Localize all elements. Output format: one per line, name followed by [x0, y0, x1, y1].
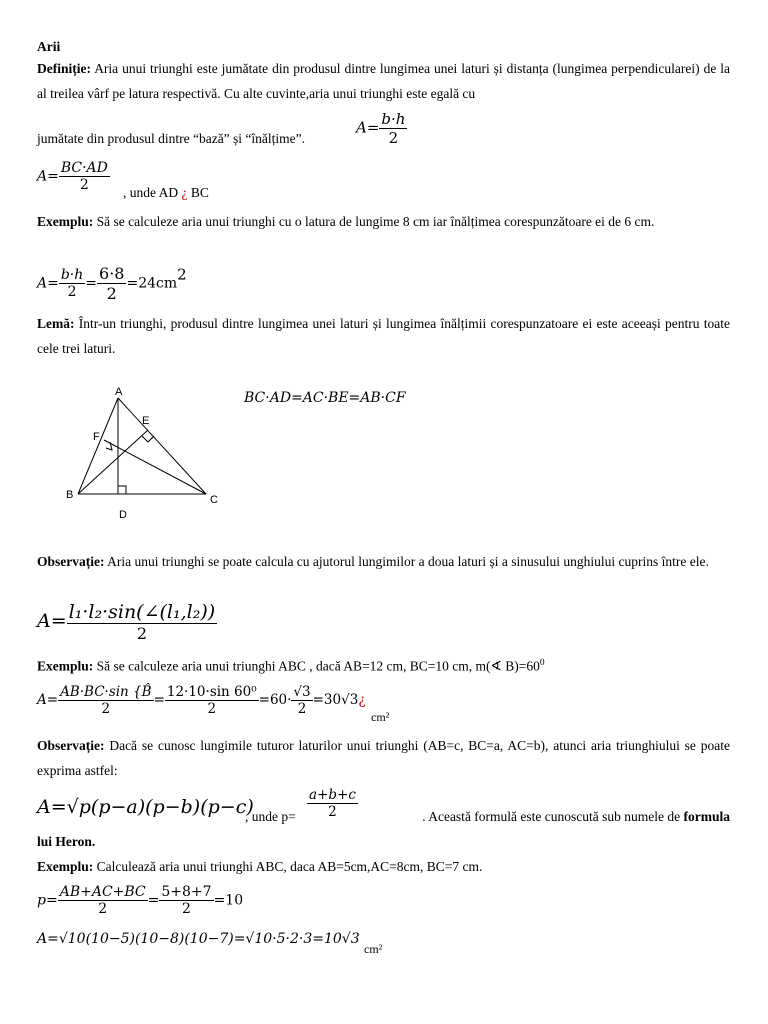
formula-area-bc-ad: A= $\frac{BC\cdot AD}{2}$ [37, 160, 108, 193]
formula-area-bh: A= $\frac{b\cdot h}{2}$ [356, 110, 406, 147]
page-title: Arii [37, 39, 61, 54]
heron-name: lui Heron. [37, 834, 96, 849]
label-c: C [210, 494, 218, 506]
definition-line2: jumătate din produsul dintre “bază” și “înălțime”. [37, 131, 306, 146]
example2-unit: cm² [371, 710, 390, 724]
formula-condition: , unde AD ¿ BC [123, 185, 209, 200]
example2-paragraph: Exemplu: Să se calculeze aria unui triunghi ABC , dacă AB=12 cm, BC=10 cm, m(∢ $B)=60^0$ [37, 658, 545, 674]
heron-text: . Această formulă este cunoscută sub numele de formula [422, 809, 730, 824]
label-d: D [119, 509, 127, 521]
lemma-formula: BC·AD=AC·BE=AB·CF [244, 390, 406, 406]
label-a: A [115, 386, 123, 398]
example1-paragraph: Exemplu: Să se calculeze aria unui triunghi cu o latura de lungime 8 cm iar înălțimea corespunzătoare ei de 6 cm. [37, 214, 655, 229]
formula-area-sin: A= $\frac{\text{l₁·l₂·sin(∠(l₁,l₂))}}{2}$ [37, 601, 216, 643]
definition-paragraph: Definiție: Aria unui triunghi este jumătate din produsul dintre lungimea unei laturi și distanța (lungimea perpendicularei) de la al treilea vârf pe latura respectivă. Cu alte cuvinte,aria unui triunghi este egală cu [37, 61, 730, 101]
right-angle-d [118, 486, 126, 494]
observation2-paragraph: Observație: Dacă se cunosc lungimile tuturor laturilor unui triunghi (AB=c, BC=a, AC=b), atunci aria triunghiului se poate exprima astfel: [37, 738, 730, 778]
heron-formula: A=√p(p−a)(p−b)(p−c) [37, 796, 254, 818]
definition-label: Definiție: [37, 61, 91, 76]
example1-formula: A= $\frac{b\cdot h}{2}$ = $\frac{6\cdot 8}{2}$ $=24cm^2$ [37, 264, 187, 303]
triangle-diagram [60, 382, 230, 522]
example3-unit: cm² [364, 942, 383, 956]
example2-formula: A= $\frac{AB\cdot BC\cdot\sin \{B̂}{2}$ = $\frac{\text{12·10·sin 60⁰}}{2}$ =60· $\frac{√3}{2}$ =30√3¿ [37, 684, 366, 717]
altitude-be [78, 430, 148, 494]
label-f: F [93, 431, 100, 443]
label-e: E [142, 415, 150, 427]
example3-p-formula: p= $\frac{AB+AC+BC}{2}$ = $\frac{5+8+7}{2}$ =10 [37, 884, 244, 917]
heron-p-fraction: $\frac{a+b+c}{2}$ [309, 787, 356, 820]
heron-condition: , unde p= [245, 809, 296, 824]
example3-area-formula: A=√10(10−5)(10−8)(10−7)=√10·5·2·3=10√3 [37, 931, 360, 947]
side-ab [78, 398, 118, 494]
observation1-paragraph: Observație: Aria unui triunghi se poate calcula cu ajutorul lungimilor a doua laturi și a sinusului unghiului cuprins între ele. [37, 554, 709, 569]
label-b: B [66, 489, 74, 501]
lemma-paragraph: Lemă: Într-un triunghi, produsul dintre lungimea unei laturi și lungimea înălțimii corespunzatoare ei este aceeași pentru toate cele trei laturi. [37, 316, 731, 356]
example3-paragraph: Exemplu: Calculează aria unui triunghi ABC, daca AB=5cm,AC=8cm, BC=7 cm. [37, 859, 483, 874]
right-angle-e [142, 436, 154, 442]
